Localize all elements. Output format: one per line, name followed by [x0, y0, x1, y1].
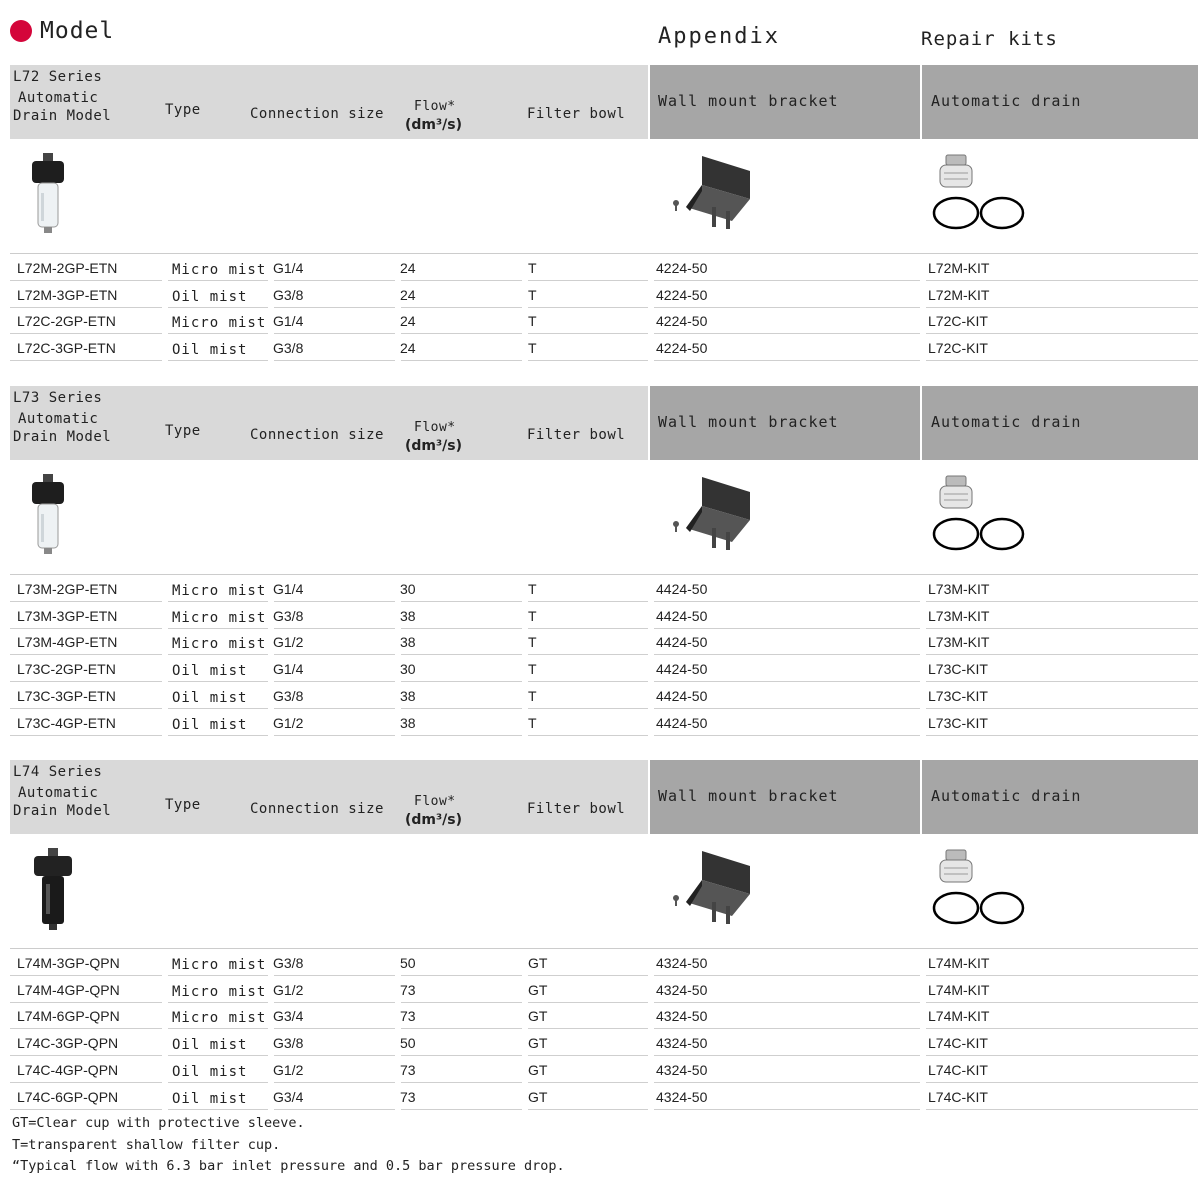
model-cell: L74C-6GP-QPN [17, 1088, 119, 1105]
repair-kit-cell: L73M-KIT [928, 634, 990, 651]
note-t: T=transparent shallow filter cup. [12, 1136, 281, 1153]
bracket-header [650, 760, 920, 834]
repair-kit-cell: L74M-KIT [928, 955, 990, 971]
model-cell: L72C-3GP-ETN [17, 340, 116, 357]
connection-cell: G3/4 [273, 1088, 304, 1105]
filter-bowl-cell: T [528, 607, 537, 624]
flow-header: Flow* [414, 99, 456, 114]
lubricator-product-image [28, 474, 68, 564]
connection-size-header: Connection size [250, 801, 384, 817]
filter-bowl-cell: GT [528, 1035, 548, 1052]
bracket-cell: 4324-50 [656, 1035, 708, 1052]
table-row [10, 602, 1198, 629]
bracket-cell: 4324-50 [656, 1008, 708, 1025]
bracket-cell: 4424-50 [656, 714, 708, 731]
connection-cell: G3/8 [273, 607, 304, 624]
type-cell: Micro mist [172, 262, 267, 278]
product-image [28, 153, 68, 248]
table-row [10, 334, 1198, 361]
type-cell: Oil mist [172, 1063, 248, 1080]
flow-cell: 38 [400, 634, 416, 651]
model-cell: L73C-4GP-ETN [17, 714, 116, 731]
bracket-header [650, 386, 920, 460]
connection-cell: G3/8 [273, 955, 304, 971]
filter-bowl-cell: T [528, 634, 537, 651]
repair-kit-cell: L74M-KIT [928, 1008, 990, 1025]
model-cell: L74M-6GP-QPN [17, 1008, 120, 1025]
bracket-cell: 4424-50 [656, 581, 708, 597]
type-header: Type [165, 797, 201, 813]
connection-cell: G1/4 [273, 661, 304, 678]
drain-model-label: Drain Model [13, 429, 112, 445]
table-row [10, 281, 1198, 308]
bracket-cell: 4324-50 [656, 981, 708, 998]
connection-cell: G1/4 [273, 581, 304, 597]
connection-cell: G1/2 [273, 1061, 304, 1078]
flow-header: Flow* [414, 420, 456, 435]
connection-cell: G1/4 [273, 313, 304, 330]
repair-kit-cell: L74C-KIT [928, 1061, 988, 1078]
flow-cell: 50 [400, 1035, 416, 1052]
wall-mount-bracket-label: Wall mount bracket [658, 92, 839, 110]
bracket-cell: 4224-50 [656, 340, 708, 357]
series-label: L73 Series [13, 390, 103, 406]
wall-mount-bracket-image [660, 846, 760, 926]
repair-kits-title: Repair kits [921, 28, 1058, 50]
series-label: L72 Series [13, 69, 103, 85]
filter-bowl-cell: GT [528, 955, 548, 971]
bracket-cell: 4424-50 [656, 634, 708, 651]
connection-cell: G3/8 [273, 1035, 304, 1052]
type-cell: Oil mist [172, 663, 248, 680]
type-cell: Micro mist [172, 983, 267, 1000]
repair-kit-cell: L73M-KIT [928, 581, 990, 597]
wall-mount-bracket-image [660, 151, 760, 231]
filter-bowl-cell: T [528, 286, 537, 303]
repair-kit-cell: L72M-KIT [928, 286, 990, 303]
table-row [10, 655, 1198, 682]
filter-bowl-cell: T [528, 260, 537, 276]
flow-cell: 73 [400, 1061, 416, 1078]
lubricator-product-image [28, 153, 68, 243]
repair-kit-cell: L73C-KIT [928, 661, 988, 678]
product-image [28, 474, 68, 569]
drain-header [922, 386, 1198, 460]
repair-kit-cell: L74C-KIT [928, 1088, 988, 1105]
lubricator-product-image [28, 848, 78, 932]
filter-bowl-cell: T [528, 661, 537, 678]
bracket-image [660, 846, 760, 931]
flow-cell: 73 [400, 1088, 416, 1105]
filter-bowl-cell: GT [528, 1008, 548, 1025]
type-cell: Micro mist [172, 1010, 267, 1027]
table-row [10, 1029, 1198, 1056]
model-cell: L74M-3GP-QPN [17, 955, 120, 971]
appendix-title: Appendix [658, 24, 780, 49]
type-cell: Micro mist [172, 957, 267, 973]
table-row [10, 1056, 1198, 1083]
flow-unit-header: (dm³/s) [405, 812, 462, 828]
type-cell: Oil mist [172, 689, 248, 706]
wall-mount-bracket-image [660, 472, 760, 552]
connection-cell: G1/2 [273, 714, 304, 731]
filter-bowl-cell: GT [528, 1061, 548, 1078]
type-cell: Micro mist [172, 583, 267, 599]
model-cell: L72M-3GP-ETN [17, 286, 118, 303]
connection-cell: G3/4 [273, 1008, 304, 1025]
type-header: Type [165, 102, 201, 118]
filter-bowl-cell: GT [528, 1088, 548, 1105]
red-dot-icon [10, 20, 32, 42]
series-label: L74 Series [13, 764, 103, 780]
filter-bowl-cell: GT [528, 981, 548, 998]
drain-model-label: Drain Model [13, 803, 112, 819]
filter-bowl-cell: T [528, 714, 537, 731]
repair-kit-cell: L73C-KIT [928, 714, 988, 731]
table-row [10, 949, 1198, 976]
bracket-image [660, 472, 760, 557]
flow-unit-header: (dm³/s) [405, 117, 462, 133]
model-cell: L73C-2GP-ETN [17, 661, 116, 678]
model-cell: L74C-4GP-QPN [17, 1061, 119, 1078]
bracket-cell: 4324-50 [656, 955, 708, 971]
drain-header [922, 65, 1198, 139]
type-cell: Oil mist [172, 288, 248, 305]
model-cell: L72C-2GP-ETN [17, 313, 116, 330]
bracket-cell: 4424-50 [656, 661, 708, 678]
type-cell: Oil mist [172, 1037, 248, 1054]
drain-model-label: Drain Model [13, 108, 112, 124]
section-header [10, 386, 648, 460]
connection-cell: G1/2 [273, 981, 304, 998]
table-row [10, 709, 1198, 736]
type-cell: Oil mist [172, 716, 248, 733]
bracket-header [650, 65, 920, 139]
connection-cell: G1/2 [273, 634, 304, 651]
automatic-drain-label: Automatic drain [931, 92, 1082, 110]
type-cell: Oil mist [172, 1090, 248, 1107]
model-cell: L73C-3GP-ETN [17, 687, 116, 704]
repair-kit-cell: L74M-KIT [928, 981, 990, 998]
type-header: Type [165, 423, 201, 439]
model-cell: L73M-3GP-ETN [17, 607, 118, 624]
connection-cell: G3/8 [273, 286, 304, 303]
wall-mount-bracket-label: Wall mount bracket [658, 787, 839, 805]
filter-bowl-header: Filter bowl [527, 801, 626, 817]
connection-cell: G3/8 [273, 687, 304, 704]
section-header [10, 65, 648, 139]
footnotes [12, 1113, 565, 1178]
flow-cell: 38 [400, 714, 416, 731]
filter-bowl-header: Filter bowl [527, 427, 626, 443]
flow-cell: 38 [400, 607, 416, 624]
drain-image [930, 844, 1030, 933]
table-row [10, 254, 1198, 281]
model-title: Model [40, 18, 115, 44]
table-row [10, 628, 1198, 655]
flow-cell: 38 [400, 687, 416, 704]
automatic-drain-image [930, 470, 1030, 554]
flow-cell: 24 [400, 260, 416, 276]
repair-kit-cell: L72C-KIT [928, 313, 988, 330]
automatic-drain-label: Automatic drain [931, 413, 1082, 431]
filter-bowl-cell: T [528, 340, 537, 357]
automatic-label: Automatic [18, 411, 99, 427]
table-row [10, 307, 1198, 334]
flow-cell: 30 [400, 581, 416, 597]
type-cell: Micro mist [172, 609, 267, 626]
flow-cell: 24 [400, 313, 416, 330]
bracket-cell: 4324-50 [656, 1061, 708, 1078]
automatic-drain-label: Automatic drain [931, 787, 1082, 805]
model-cell: L74M-4GP-QPN [17, 981, 120, 998]
image-row [10, 460, 1198, 575]
drain-image [930, 149, 1030, 238]
connection-size-header: Connection size [250, 106, 384, 122]
connection-size-header: Connection size [250, 427, 384, 443]
flow-cell: 24 [400, 286, 416, 303]
automatic-drain-image [930, 844, 1030, 928]
model-cell: L72M-2GP-ETN [17, 260, 118, 276]
note-flow: “Typical flow with 6.3 bar inlet pressure and 0.5 bar pressure drop. [12, 1158, 565, 1174]
table-row [10, 1002, 1198, 1029]
flow-cell: 50 [400, 955, 416, 971]
image-row [10, 139, 1198, 254]
bracket-cell: 4424-50 [656, 607, 708, 624]
bracket-cell: 4324-50 [656, 1088, 708, 1105]
wall-mount-bracket-label: Wall mount bracket [658, 413, 839, 431]
automatic-label: Automatic [18, 785, 99, 801]
bracket-cell: 4224-50 [656, 286, 708, 303]
flow-cell: 24 [400, 340, 416, 357]
repair-kit-cell: L74C-KIT [928, 1035, 988, 1052]
repair-kit-cell: L73M-KIT [928, 607, 990, 624]
table-row [10, 1083, 1198, 1110]
flow-cell: 73 [400, 981, 416, 998]
drain-image [930, 470, 1030, 559]
image-row [10, 834, 1198, 949]
flow-cell: 73 [400, 1008, 416, 1025]
bracket-cell: 4224-50 [656, 313, 708, 330]
repair-kit-cell: L72M-KIT [928, 260, 990, 276]
flow-unit-header: (dm³/s) [405, 438, 462, 454]
repair-kit-cell: L72C-KIT [928, 340, 988, 357]
table-row [10, 976, 1198, 1003]
filter-bowl-header: Filter bowl [527, 106, 626, 122]
model-cell: L73M-4GP-ETN [17, 634, 118, 651]
section-header [10, 760, 648, 834]
note-gt: GT=Clear cup with protective sleeve. [12, 1115, 305, 1131]
flow-cell: 30 [400, 661, 416, 678]
filter-bowl-cell: T [528, 313, 537, 330]
bracket-image [660, 151, 760, 236]
type-cell: Micro mist [172, 315, 267, 332]
connection-cell: G1/4 [273, 260, 304, 276]
model-cell: L74C-3GP-QPN [17, 1035, 119, 1052]
table-row [10, 575, 1198, 602]
product-image [28, 848, 78, 937]
bracket-cell: 4424-50 [656, 687, 708, 704]
page-title [10, 18, 114, 44]
filter-bowl-cell: T [528, 687, 537, 704]
automatic-drain-image [930, 149, 1030, 233]
connection-cell: G3/8 [273, 340, 304, 357]
automatic-label: Automatic [18, 90, 99, 106]
type-cell: Oil mist [172, 342, 248, 359]
filter-bowl-cell: T [528, 581, 537, 597]
model-cell: L73M-2GP-ETN [17, 581, 118, 597]
flow-header: Flow* [414, 794, 456, 809]
drain-header [922, 760, 1198, 834]
bracket-cell: 4224-50 [656, 260, 708, 276]
table-row [10, 682, 1198, 709]
type-cell: Micro mist [172, 636, 267, 653]
repair-kit-cell: L73C-KIT [928, 687, 988, 704]
